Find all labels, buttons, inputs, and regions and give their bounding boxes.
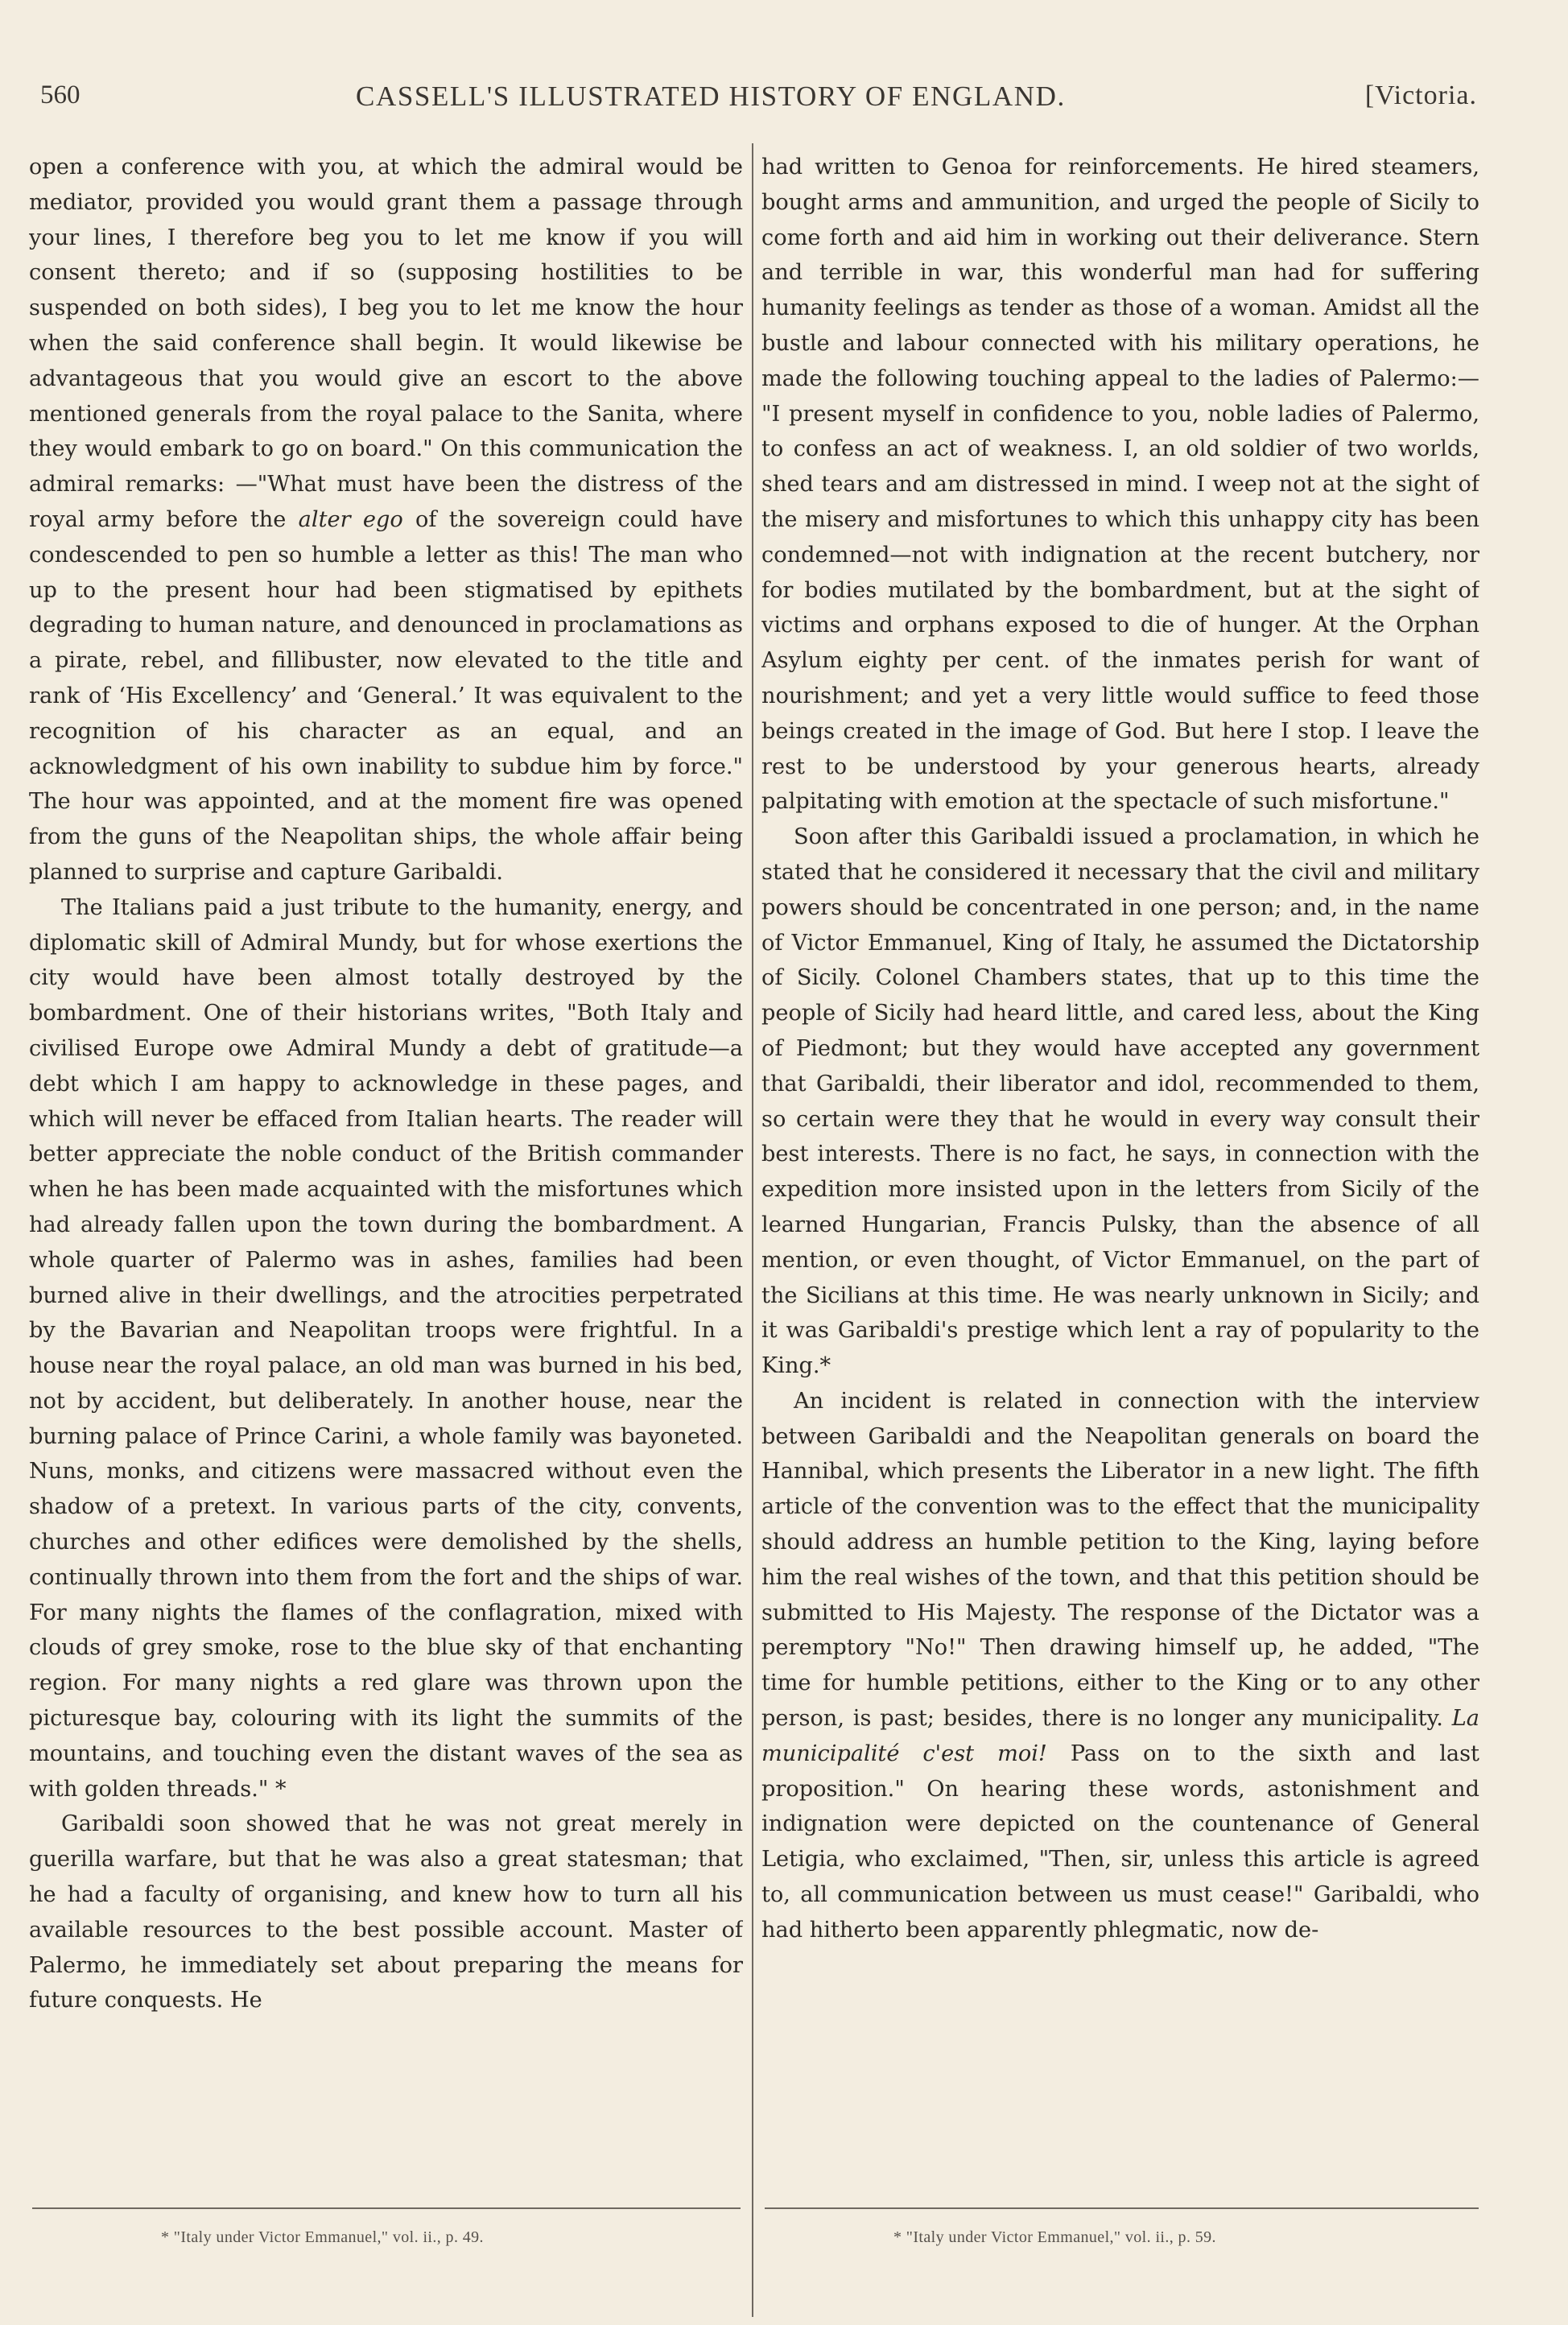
left-paragraph-3: Garibaldi soon showed that he was not great merely in guerilla warfare, but that he was also a great statesman; that he had a faculty of organising, and knew how to turn all his available resources to the best possible account. Master of Palermo, he immediately set about preparing the means for future conquests. He — [29, 1811, 743, 2013]
right-paragraph-3: An incident is related in connection with the interview between Garibaldi and the Neapolitan generals on board the Hannibal, which presents the Liberator in a new light. The fifth article of the convention was to the effect that the municipality should address an humble petition to the King, laying before him the real wishes of the town, and that this petition should be submitted to His Majesty. The response of the Dictator was a peremptory "No!" Then drawing himself up, he added, "The time for humble petitions, either to the King or to any other person, is past; besides, there is no longer any municipality. La municipalité c'est moi! Pass on to the sixth and last proposition." On hearing these words, astonishment and indignation were depicted on the countenance of General Letigia, who exclaimed, "Then, sir, unless this article is agreed to, all communication between us must cease!" Garibaldi, who had hitherto been apparently phlegmatic, now de- — [761, 1388, 1479, 1943]
left-paragraph-2: The Italians paid a just tribute to the humanity, energy, and diplomatic skill of Admiral Mundy, but for whose exertions the city would have been almost totally destroyed by the bombardment. One of their historians writes, "Both Italy and civilised Europe owe Admiral Mundy a debt of gratitude—a debt which I am happy to acknowledge in these pages, and which will never be effaced from Italian hearts. The reader will better appreciate the noble conduct of the British commander when he has been made acquainted with the misfortunes which had already fallen upon the town during the bombardment. A whole quarter of Palermo was in ashes, families had been burned alive in their dwellings, and the atrocities perpetrated by the Bavarian and Neapolitan troops were frightful. In a house near the royal palace, an old man was burned in his bed, not by accident, but deliberately. In another house, near the burning palace of Prince Carini, a whole family was bayoneted. Nuns, monks, and citizens were massacred without even the shadow of a pretext. In various parts of the city, convents, churches and other edifices were demolished by the shells, continually thrown into them from the fort and the ships of war. For many nights the flames of the conflagration, mixed with clouds of grey smoke, rose to the blue sky of that enchanting region. For many nights a red glare was thrown upon the picturesque bay, colouring with its light the summits of the mountains, and touching even the distant waves of the sea as with golden threads." * — [29, 894, 743, 1802]
running-title: CASSELL'S ILLUSTRATED HISTORY OF ENGLAND. — [356, 81, 1066, 112]
footnote-left: * "Italy under Victor Emmanuel," vol. ii., p. 49. — [161, 2228, 484, 2246]
italic-phrase: La municipalité c'est moi! — [761, 1706, 1479, 1766]
right-paragraph-2: Soon after this Garibaldi issued a proclamation, in which he stated that he considered it necessary that the civil and military powers should be concentrated in one person; and, in the name of Victor Emmanuel, King of Italy, he assumed the Dictatorship of Sicily. Colonel Chambers states, that up to this time the people of Sicily had heard little, and cared less, about the King of Piedmont; but they would have accepted any government that Garibaldi, their liberator and idol, recommended to them, so certain were they that he would in every way consult their best interests. There is no fact, he says, in connection with the expedition more insisted upon in the letters from Sicily of the learned Hungarian, Francis Pulsky, than the absence of all mention, or even thought, of Victor Emmanuel, on the part of the Sicilians at this time. He was nearly unknown in Sicily; and it was Garibaldi's prestige which lent a ray of popularity to the King.* — [761, 824, 1479, 1379]
footnote-rule-right — [765, 2207, 1479, 2209]
running-header — [40, 79, 1477, 124]
page-number: 560 — [40, 81, 80, 109]
right-paragraph-1: had written to Genoa for reinforcements. He hired steamers, bought arms and ammunition, and urged the people of Sicily to come forth and aid him in working out their deliverance. Stern and terrible in war, this wonderful man had for suffering humanity feelings as tender as those of a woman. Amidst all the bustle and labour connected with his military operations, he made the following touching appeal to the ladies of Palermo:— "I present myself in confidence to you, noble ladies of Palermo, to confess an act of weakness. I, an old soldier of two worlds, shed tears and am distressed in mind. I weep not at the sight of the misery and misfortunes to which this unhappy city has been condemned—not with indignation at the recent butchery, nor for bodies mutilated by the bombardment, but at the sight of victims and orphans exposed to die of hunger. At the Orphan Asylum eighty per cent. of the inmates perish for want of nourishment; and yet a very little would suffice to feed those beings created in the image of God. But here I stop. I leave the rest to be understood by your generous hearts, already palpitating with emotion at the spectacle of such misfortune." — [761, 155, 1479, 815]
left-paragraph-1: open a conference with you, at which the admiral would be mediator, provided you would grant them a passage through your lines, I therefore beg you to let me know if you will consent thereto; and if so (supposing hostilities to be suspended on both sides), I beg you to let me know the hour when the said conference shall begin. It would likewise be advantageous that you would give an escort to the above mentioned generals from the royal palace to the Sanita, where they would embark to go on board." On this communication the admiral remarks: —"What must have been the distress of the royal army before the alter ego of the sovereign could have condescended to pen so humble a letter as this! The man who up to the present hour had been stigmatised by epithets degrading to human nature, and denounced in proclamations as a pirate, rebel, and fillibuster, now elevated to the title and rank of ‘His Excellency’ and ‘General.’ It was equivalent to the recognition of his character as an equal, and an acknowledgment of his own inability to subdue him by force." The hour was appointed, and at the moment fire was opened from the guns of the Neapolitan ships, the whole affair being planned to surprise and capture Garibaldi. — [29, 155, 743, 885]
left-column — [29, 150, 743, 2199]
right-column — [761, 150, 1479, 2199]
reign-label: [Victoria. — [1364, 81, 1477, 110]
footnote-right: * "Italy under Victor Emmanuel," vol. ii., p. 59. — [893, 2228, 1216, 2246]
column-divider — [752, 143, 753, 2317]
footnote-rule-left — [32, 2207, 741, 2209]
italic-phrase: alter ego — [298, 506, 403, 532]
